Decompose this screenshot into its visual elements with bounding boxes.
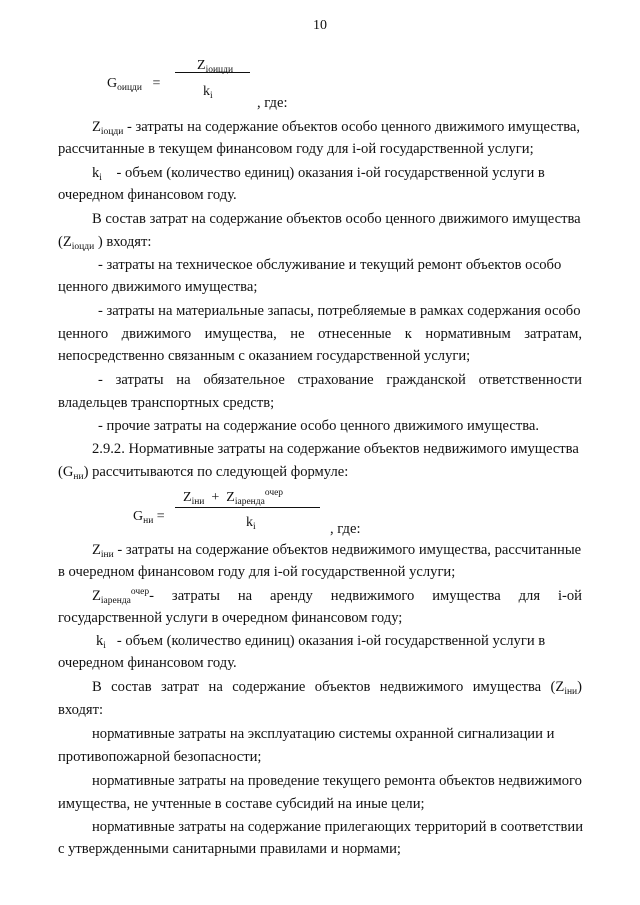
comp1-item4-line1: - прочие затраты на содержание особо ценного движимого имущества.: [98, 418, 540, 434]
comp2-item1-line2: противопожарной безопасности;: [58, 749, 262, 765]
def2-z1-line1: $Z_{iни}$ - затраты на содержание объектов недвижимого имущества, рассчитанные: [92, 542, 582, 560]
formula-2-denominator: $k_i$: [246, 515, 256, 532]
comp2-line2: входят:: [58, 702, 104, 718]
def1-z-line2: рассчитанные в текущем финансовом году для i-ой государственной услуги;: [58, 141, 534, 157]
formula-2-lhs: $G_{ни}$ =: [133, 509, 165, 526]
comp1-item2-line3: непосредственно связанным с оказанием государственной услуги;: [58, 348, 471, 364]
comp1-item3-line1: - затраты на обязательное страхование гражданской ответственности: [98, 372, 582, 388]
section-292-line2: $(G_{ни})$ рассчитываются по следующей формуле:: [58, 464, 349, 482]
comp2-item2-line1: нормативные затраты на проведение текущего ремонта объектов недвижимого: [92, 773, 582, 789]
comp1-item1-line1: - затраты на техническое обслуживание и текущий ремонт объектов особо: [98, 257, 562, 273]
def1-k-line1: $k_i$ - объем (количество единиц) оказания i-ой государственной услуги в: [92, 165, 545, 183]
def2-z1-line2: в очередном финансовом году для i-ой государственной услуги;: [58, 564, 456, 580]
def2-z2-line1: $Z_{iаренда}^{очер}-$ затраты на аренду недвижимого имущества для i-ой: [92, 587, 582, 606]
comp2-item3-line2: с утвержденными санитарными правилами и нормами;: [58, 841, 401, 857]
comp1-item1-line2: ценного движимого имущества;: [58, 279, 258, 295]
formula-2-tail: , где:: [330, 521, 361, 537]
def2-k-line1: $k_i$ - объем (количество единиц) оказания i-ой государственной услуги в: [96, 633, 546, 651]
def1-k-line2: очередном финансовом году.: [58, 187, 237, 203]
comp1-item2-line1: - затраты на материальные запасы, потребляемые в рамках содержания особо: [98, 303, 581, 319]
comp2-item1-line1: нормативные затраты на эксплуатацию системы охранной сигнализации и: [92, 726, 555, 742]
formula-1-lhs: $G_{оицди}$ =: [107, 76, 161, 93]
comp1-item3-line2: владельцев транспортных средств;: [58, 395, 275, 411]
comp2-line1: В состав затрат на содержание объектов недвижимого имущества $(Z_{iни})$: [92, 679, 582, 697]
section-292-line1: 2.9.2. Нормативные затраты на содержание объектов недвижимого имущества: [92, 441, 579, 457]
formula-2-fraction-bar: [175, 507, 320, 508]
comp2-item3-line1: нормативные затраты на содержание прилегающих территорий в соответствии: [92, 819, 584, 835]
comp1-item2-line2: ценного движимого имущества, не отнесенные к нормативным затратам,: [58, 326, 582, 342]
formula-1-numerator: $Z_{iоицди}$: [197, 58, 234, 75]
comp1-line2: ($Z_{iоцди}$ ) входят:: [58, 234, 152, 252]
comp2-item2-line2: имущества, не учтенные в составе субсидий на иные цели;: [58, 796, 425, 812]
formula-1-tail: , где:: [257, 95, 288, 111]
def2-k-line2: очередном финансовом году.: [58, 655, 237, 671]
comp1-line1: В состав затрат на содержание объектов особо ценного движимого имущества: [92, 211, 581, 227]
def2-z2-line2: государственной услуги в очередном финансовом году;: [58, 610, 403, 626]
page-number: 10: [313, 18, 327, 33]
def1-z-line1: $Z_{iоцди}$ - затраты на содержание объектов особо ценного движимого имущества,: [92, 119, 581, 137]
formula-1-denominator: $k_i$: [203, 84, 213, 101]
formula-2-numerator: $Z_{iни} + Z_{iаренда}^{очер}$: [183, 488, 284, 507]
formula-1-fraction-bar: [175, 72, 250, 73]
